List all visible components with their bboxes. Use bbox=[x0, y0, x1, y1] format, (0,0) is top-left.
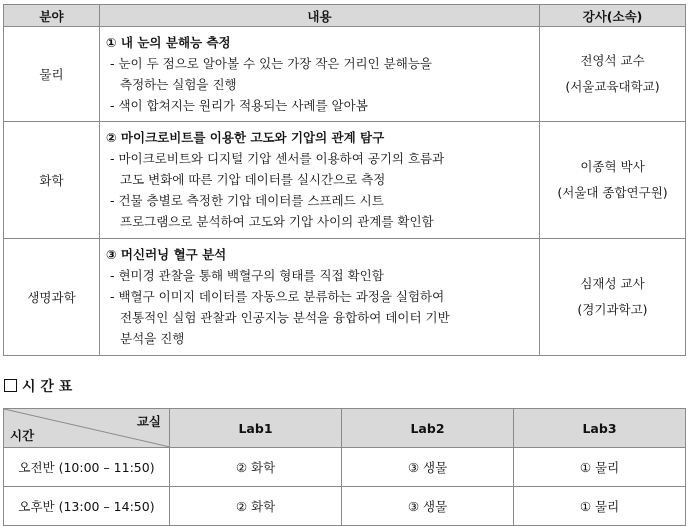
table-row bbox=[4, 487, 686, 526]
header-content: 내용 bbox=[100, 5, 540, 27]
section-title: 시 간 표 bbox=[22, 379, 73, 395]
table-row bbox=[4, 27, 686, 122]
content-title: ② 마이크로비트를 이용한 고도와 기압의 관계 탐구 bbox=[106, 130, 385, 145]
table-row bbox=[4, 239, 686, 356]
content-bullet bbox=[106, 53, 533, 95]
square-bullet-icon bbox=[4, 379, 17, 392]
table-row bbox=[4, 122, 686, 239]
content-title: ③ 머신러닝 혈구 분석 bbox=[106, 247, 227, 262]
header-field: 분야 bbox=[4, 5, 100, 27]
table-row bbox=[4, 448, 686, 487]
content-bullet bbox=[106, 148, 533, 190]
corner-bottom-label: 시간 bbox=[10, 428, 35, 443]
corner-top-label: 교실 bbox=[136, 414, 161, 429]
bullet-line: - 백혈구 이미지 데이터를 자동으로 분류하는 과정을 실험하여 bbox=[110, 289, 445, 304]
lecturer-cell bbox=[540, 27, 686, 122]
time-cell: 오전반 (10:00 – 11:50) bbox=[4, 448, 170, 487]
program-table bbox=[3, 4, 686, 356]
timetable-section-heading bbox=[4, 376, 72, 396]
bullet-line: - 현미경 관찰을 통해 백혈구의 형태를 직접 확인함 bbox=[110, 268, 384, 283]
content-cell bbox=[100, 239, 540, 356]
field-cell: 화학 bbox=[4, 122, 100, 239]
timetable bbox=[3, 408, 686, 526]
field-cell: 물리 bbox=[4, 27, 100, 122]
bullet-line: - 건물 층별로 측정한 기압 데이터를 스프레드 시트 bbox=[110, 193, 384, 208]
schedule-cell: ③ 생물 bbox=[342, 448, 514, 487]
timetable-header bbox=[4, 409, 686, 448]
bullet-line: - 눈이 두 점으로 알아볼 수 있는 가장 작은 거리인 분해능을 bbox=[110, 56, 432, 71]
time-cell: 오후반 (13:00 – 14:50) bbox=[4, 487, 170, 526]
lab-header: Lab2 bbox=[342, 409, 514, 448]
content-cell bbox=[100, 122, 540, 239]
content-bullet bbox=[106, 190, 533, 232]
schedule-cell: ① 물리 bbox=[514, 487, 686, 526]
bullet-line: 프로그램으로 분석하여 고도와 기압 사이의 관계를 확인함 bbox=[120, 214, 434, 229]
lecturer-name: 심재성 교사 bbox=[580, 276, 645, 291]
content-cell bbox=[100, 27, 540, 122]
field-cell: 생명과학 bbox=[4, 239, 100, 356]
program-table-header bbox=[4, 5, 686, 27]
bullet-line: 측정하는 실험을 진행 bbox=[120, 77, 237, 92]
bullet-line: 분석을 진행 bbox=[120, 331, 185, 346]
schedule-cell: ② 화학 bbox=[170, 448, 342, 487]
content-bullet bbox=[106, 95, 533, 116]
lab-header: Lab3 bbox=[514, 409, 686, 448]
lecturer-affiliation: (경기과학고) bbox=[577, 302, 648, 317]
schedule-cell: ① 물리 bbox=[514, 448, 686, 487]
lecturer-cell bbox=[540, 239, 686, 356]
lecturer-affiliation: (서울대 종합연구원) bbox=[557, 185, 668, 200]
content-bullet bbox=[106, 265, 533, 286]
content-title: ① 내 눈의 분해능 측정 bbox=[106, 35, 231, 50]
header-lecturer: 강사(소속) bbox=[540, 5, 686, 27]
content-bullet bbox=[106, 286, 533, 349]
bullet-line: - 마이크로비트와 디지털 기압 센서를 이용하여 공기의 흐름과 bbox=[110, 151, 445, 166]
schedule-cell: ② 화학 bbox=[170, 487, 342, 526]
schedule-cell: ③ 생물 bbox=[342, 487, 514, 526]
lecturer-affiliation: (서울교육대학교) bbox=[565, 79, 660, 94]
lab-header: Lab1 bbox=[170, 409, 342, 448]
lecturer-name: 이종혁 박사 bbox=[580, 159, 645, 174]
bullet-line: 고도 변화에 따른 기압 데이터를 실시간으로 측정 bbox=[120, 172, 386, 187]
lecturer-name: 전영석 교수 bbox=[580, 53, 645, 68]
lecturer-cell bbox=[540, 122, 686, 239]
corner-cell bbox=[4, 409, 170, 448]
bullet-line: - 색이 합쳐지는 원리가 적용되는 사례를 알아봄 bbox=[110, 98, 368, 113]
bullet-line: 전통적인 실험 관찰과 인공지능 분석을 융합하여 데이터 기반 bbox=[120, 310, 450, 325]
